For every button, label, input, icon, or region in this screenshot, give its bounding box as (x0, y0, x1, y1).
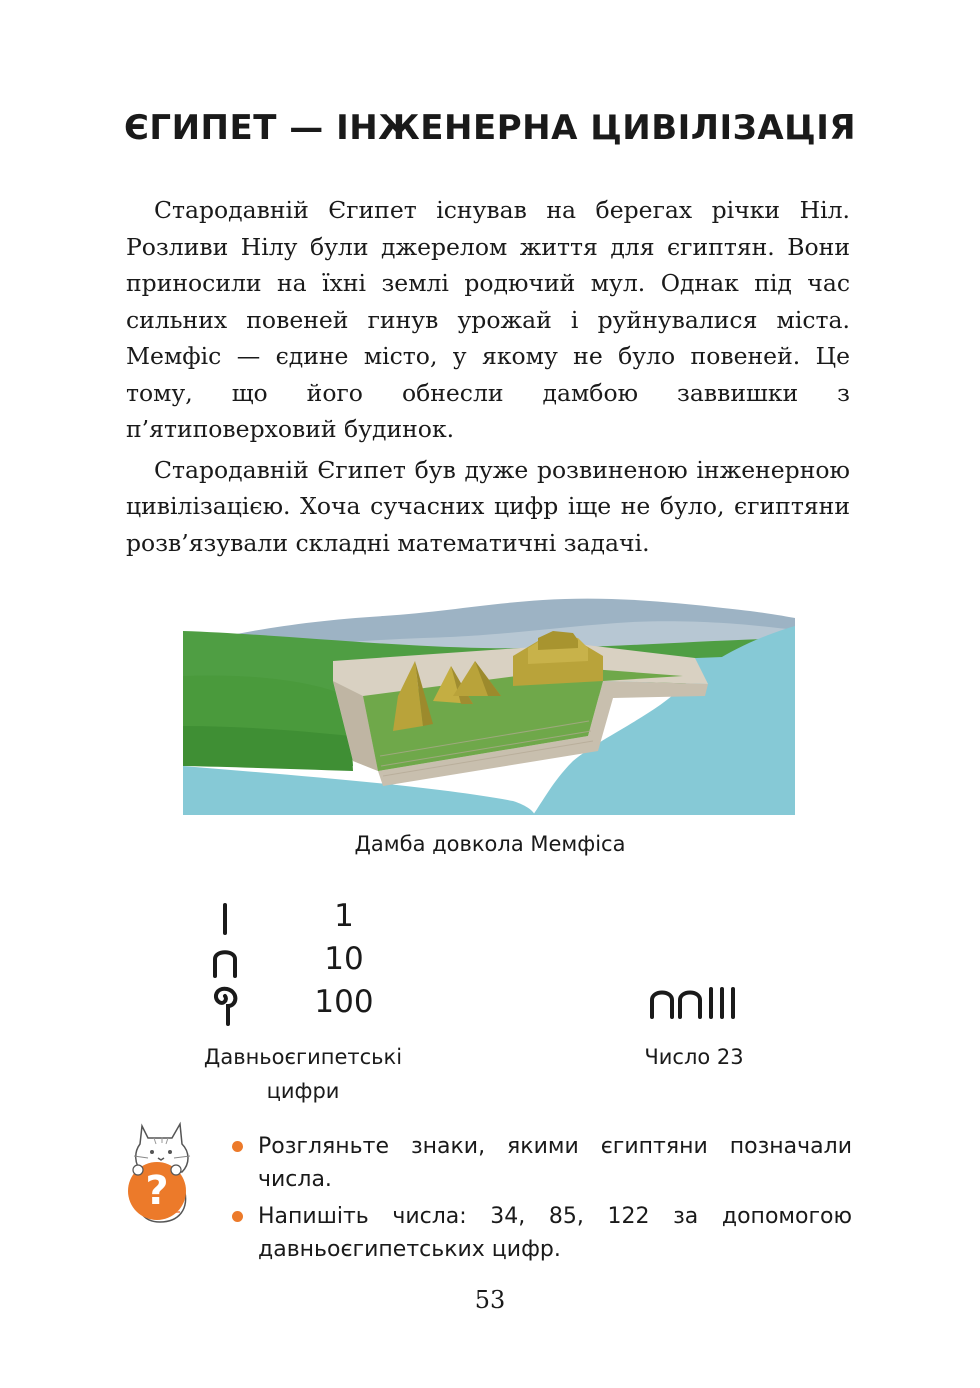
page-title: ЄГИПЕТ — ІНЖЕНЕРНА ЦИВІЛІЗАЦІЯ (123, 108, 857, 148)
task-item-1 (232, 1130, 852, 1196)
paragraph-2: Стародавній Єгипет був дуже розвиненою інженерною цивілізацією. Хоча сучасних цифр іще не було, єгиптяни розв’язували складні математичні задачі. (126, 455, 850, 557)
numerals-caption-line2: цифри (266, 1079, 340, 1103)
bullet-icon (232, 1141, 243, 1152)
question-mark-label: ? (145, 1168, 169, 1214)
task-item-2 (232, 1200, 852, 1266)
number-23-glyphs-icon (648, 984, 740, 1020)
numeral-value-1: 1 (334, 898, 354, 934)
body-text (126, 192, 850, 565)
bullet-icon (232, 1211, 243, 1222)
illustration-caption: Дамба довкола Мемфіса (354, 832, 626, 856)
coil-rope-glyph-icon (210, 984, 242, 1026)
task-text-2: Напишіть числа: 34, 85, 122 за допомогою давньоєгипетських цифр. (258, 1204, 852, 1262)
heel-bone-glyph-icon (210, 944, 240, 978)
memphis-dam-illustration (183, 586, 795, 815)
paragraph-1: Стародавній Єгипет існував на берегах річки Ніл. Розливи Нілу були джерелом життя для єгиптян. Вони приносили на їхні землі родючий мул. Однак під час сильних повеней гинув урожай і руйнувалися міста. Мемфіс — єдине місто, у якому не було повеней. Це тому, що його обнесли дамбою заввишки з п’ятиповерховий будинок. (126, 196, 850, 443)
task-list (232, 1130, 852, 1270)
numeral-value-100: 100 (314, 984, 374, 1020)
task-text-1: Розгляньте знаки, якими єгиптяни позначали числа. (258, 1134, 852, 1192)
numerals-caption-line1: Давньоєгипетські (203, 1045, 403, 1069)
numerals-caption (170, 1040, 436, 1108)
numeral-value-10: 10 (324, 941, 364, 977)
example-caption: Число 23 (644, 1045, 744, 1069)
page-number: 53 (474, 1286, 506, 1314)
stroke-glyph-icon (212, 902, 238, 936)
